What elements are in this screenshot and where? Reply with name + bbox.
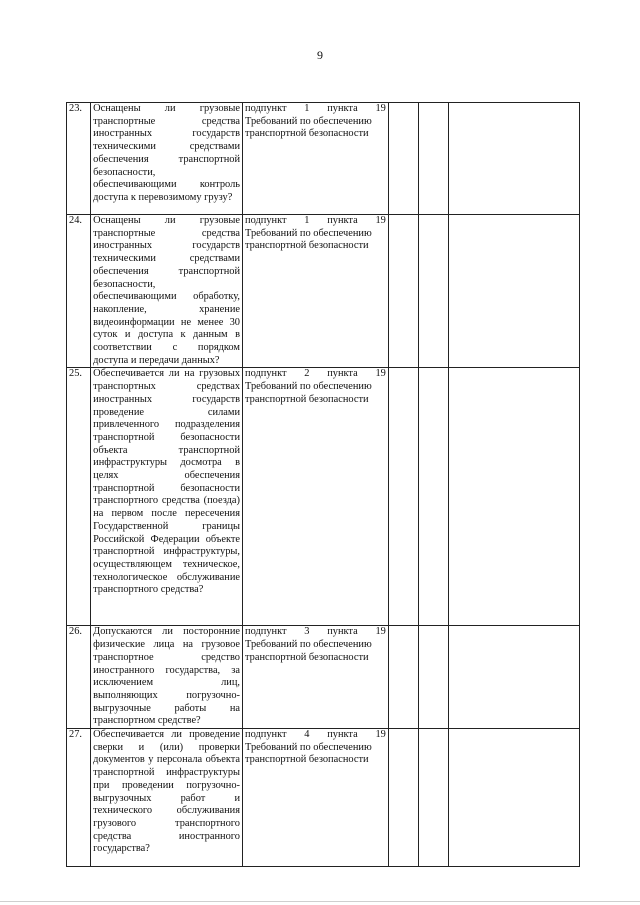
table-row [67, 626, 580, 729]
empty-cell [388, 729, 418, 867]
page-edge-divider [0, 901, 640, 902]
empty-cell [419, 368, 449, 626]
empty-cell [449, 729, 580, 867]
checklist-table [66, 102, 580, 867]
reference-clause: подпункт 4 пункта 19 [245, 729, 386, 741]
empty-cell [449, 368, 580, 626]
row-number: 23. [67, 103, 91, 215]
empty-cell [449, 103, 580, 215]
reference-document: Требований по обеспечению транспортной безопасности [245, 639, 372, 663]
row-number: 26. [67, 626, 91, 729]
reference-clause: подпункт 1 пункта 19 [245, 215, 386, 226]
requirement-reference-cell [243, 215, 389, 368]
table-row [67, 729, 580, 867]
question-cell: Оснащены ли грузовые транспортные средства иностранных государств техническими средствами обеспечения транспортной безопасности, обеспечивающими контроль доступа к перевозимому грузу? [91, 103, 243, 215]
empty-cell [388, 103, 418, 215]
row-number: 24. [67, 215, 91, 368]
reference-document: Требований по обеспечению транспортной безопасности [245, 381, 372, 405]
row-number: 27. [67, 729, 91, 867]
table-row [67, 103, 580, 215]
reference-clause: подпункт 1 пункта 19 [245, 103, 386, 114]
empty-cell [449, 215, 580, 368]
empty-cell [449, 626, 580, 729]
table-row [67, 215, 580, 368]
reference-clause: подпункт 2 пункта 19 [245, 368, 386, 380]
requirement-reference-cell [243, 626, 389, 729]
reference-document: Требований по обеспечению транспортной безопасности [245, 115, 372, 140]
question-cell: Допускаются ли посторонние физические лица на грузовое транспортное средство иностранного государства, за исключением лиц, выполняющих погрузочно-выгрузочные работы на транспортном средстве? [91, 626, 243, 729]
empty-cell [419, 729, 449, 867]
question-cell: Обеспечивается ли на грузовых транспортных средствах иностранных государств проведение силами привлеченного подразделения транспортной безопасности объекта транспортной инфраструктуры досмотра в целях обеспечения транспортной безопасности транспортного средства (поезда) на первом после пересечения Государственной границы Российской Федерации объекте транспортной инфраструктуры, осуществляющем техническое, технологическое обслуживание транспортного средства? [91, 368, 243, 626]
reference-document: Требований по обеспечению транспортной безопасности [245, 741, 372, 766]
empty-cell [419, 215, 449, 368]
empty-cell [419, 103, 449, 215]
empty-cell [388, 626, 418, 729]
question-cell: Оснащены ли грузовые транспортные средства иностранных государств техническими средствами обеспечения транспортной безопасности, обеспечивающими обработку, накопление, хранение видеоинформации не менее 30 суток и доступа к данным в соответствии с порядком доступа и передачи данных? [91, 215, 243, 368]
question-cell: Обеспечивается ли проведение сверки и (или) проверки документов у персонала объекта транспортной инфраструктуры при проведении погрузочно-выгрузочных работ и технического обслуживания грузового транспортного средства иностранного государства? [91, 729, 243, 867]
table-row [67, 368, 580, 626]
row-number: 25. [67, 368, 91, 626]
requirement-reference-cell [243, 368, 389, 626]
empty-cell [419, 626, 449, 729]
empty-cell [388, 368, 418, 626]
empty-cell [388, 215, 418, 368]
requirement-reference-cell [243, 103, 389, 215]
reference-clause: подпункт 3 пункта 19 [245, 626, 386, 638]
reference-document: Требований по обеспечению транспортной безопасности [245, 227, 372, 252]
requirement-reference-cell [243, 729, 389, 867]
page-number: 9 [317, 48, 323, 62]
